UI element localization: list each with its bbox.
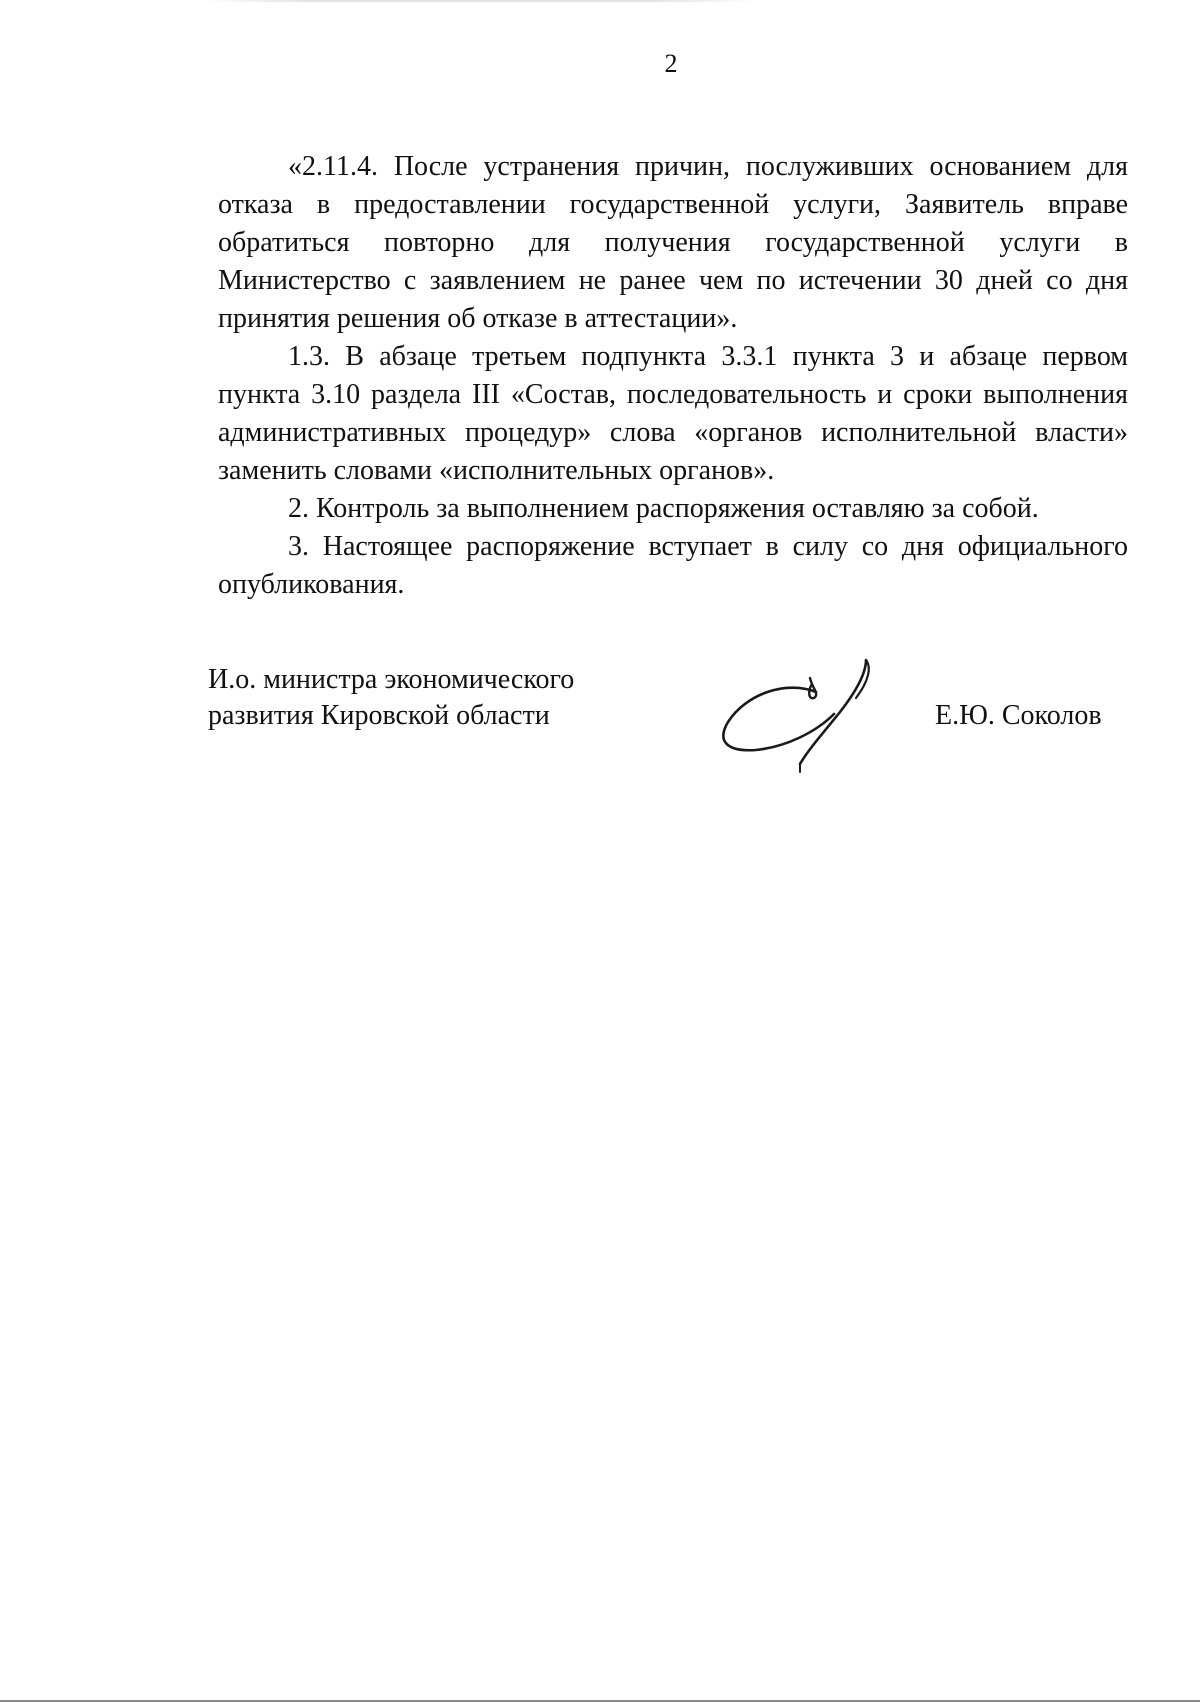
document-body [218, 148, 1128, 604]
signatory-name: Е.Ю. Соколов [935, 700, 1102, 731]
page-number: 2 [664, 49, 678, 78]
scan-edge-bottom [0, 1700, 1200, 1702]
paragraph-2-11-4: «2.11.4. После устранения причин, послуживших основанием для отказа в предоставлении государственной услуги, Заявитель вправе обратиться повторно для получения государственной услуги в Министерство с заявлением не ранее чем по истечении 30 дней со дня принятия решения об отказе в аттестации». [218, 151, 1128, 334]
paragraph-3: 3. Настоящее распоряжение вступает в силу со дня официального опубликования. [218, 531, 1128, 600]
signatory-position [208, 662, 628, 734]
signatory-position-line-1: И.о. министра экономического [208, 664, 575, 695]
signatory-position-line-2: развития Кировской области [208, 700, 550, 731]
paragraph-1-3: 1.3. В абзаце третьем подпункта 3.3.1 пункта 3 и абзаце первом пункта 3.10 раздела III «Состав, последовательность и сроки выполнения административных процедур» слова «органов исполнительной власти» заменить словами «исполнительных органов». [218, 341, 1128, 486]
scan-edge-top [200, 0, 760, 2]
paragraph-2: 2. Контроль за выполнением распоряжения оставляю за собой. [288, 493, 1039, 524]
handwritten-signature [716, 654, 896, 774]
signature-block [208, 662, 1128, 782]
